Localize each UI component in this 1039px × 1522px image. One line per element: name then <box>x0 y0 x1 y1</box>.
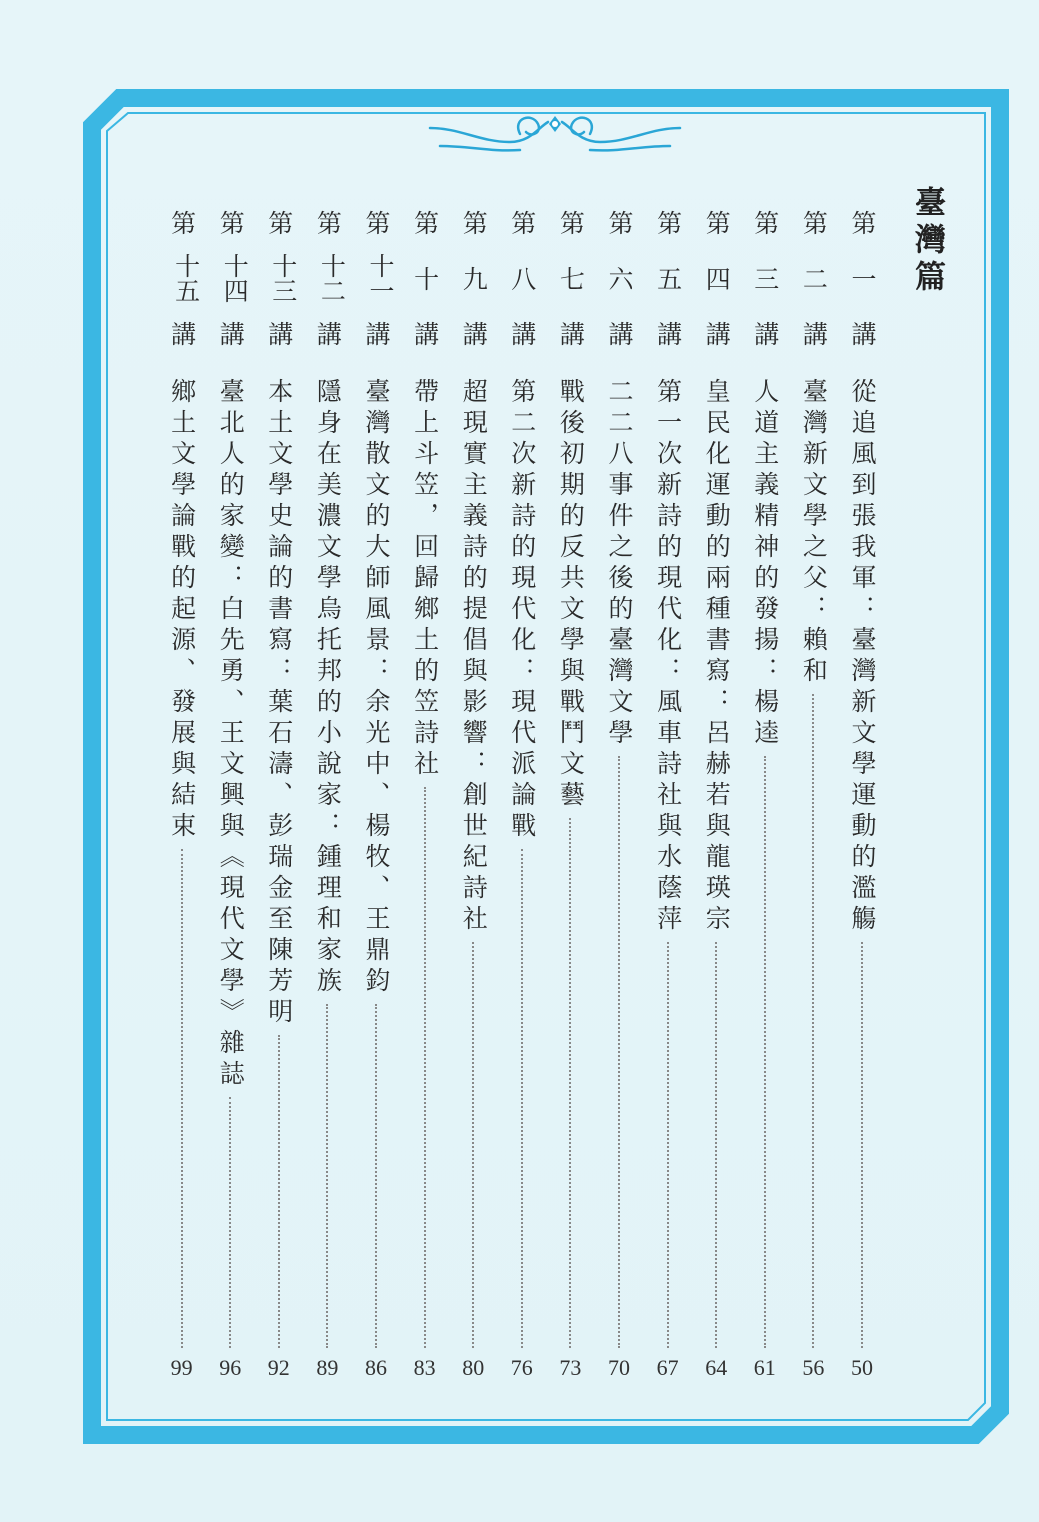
page-number: 83 <box>413 1355 436 1380</box>
lecture-prefix: 第 <box>507 210 537 235</box>
entry-title: 臺灣新文學之父：賴和 <box>799 378 829 688</box>
lecture-number <box>453 210 493 346</box>
lecture-suffix: 講 <box>605 321 634 346</box>
lecture-suffix: 講 <box>507 321 537 346</box>
lecture-number <box>599 210 639 346</box>
lecture-numeral: 十五 <box>171 253 201 303</box>
toc-entry[interactable] <box>405 210 445 1380</box>
section-title: 臺灣篇 <box>909 186 945 297</box>
lecture-numeral: 二 <box>799 265 829 291</box>
toc-entry[interactable] <box>210 210 250 1380</box>
lecture-number <box>259 210 299 346</box>
page-number: 99 <box>170 1355 193 1380</box>
lecture-suffix: 講 <box>410 321 440 346</box>
lecture-numeral: 四 <box>702 265 732 291</box>
lecture-numeral: 十 <box>410 265 440 291</box>
toc-entry[interactable] <box>162 210 202 1380</box>
dot-leader <box>472 942 474 1348</box>
dot-leader <box>229 1097 231 1348</box>
entry-title: 二二八事件之後的臺灣文學 <box>605 378 634 750</box>
lecture-prefix: 第 <box>167 210 197 235</box>
dot-leader <box>715 942 717 1348</box>
entry-title: 第一次新詩的現代化：風車詩社與水蔭萍 <box>653 378 683 936</box>
dot-leader <box>861 942 863 1348</box>
lecture-suffix: 講 <box>848 321 877 346</box>
dot-leader <box>569 818 571 1348</box>
toc-entry[interactable] <box>502 210 542 1380</box>
dot-leader <box>812 694 814 1348</box>
entry-title: 超現實主義詩的提倡與影響：創世紀詩社 <box>459 378 489 936</box>
entry-title: 本土文學史論的書寫：葉石濤、彭瑞金至陳芳明 <box>264 378 294 1029</box>
lecture-number <box>842 210 882 346</box>
lecture-number <box>793 210 833 346</box>
lecture-numeral: 六 <box>605 265 634 291</box>
lecture-number <box>210 210 250 346</box>
entry-title: 第二次新詩的現代化：現代派論戰 <box>507 378 537 843</box>
lecture-number <box>356 210 396 346</box>
toc-entry[interactable] <box>696 210 736 1380</box>
lecture-suffix: 講 <box>750 321 780 346</box>
toc-entry[interactable] <box>453 210 493 1380</box>
entry-title: 隱身在美濃文學烏托邦的小說家：鍾理和家族 <box>313 378 343 998</box>
page-number: 92 <box>267 1355 290 1380</box>
entry-title: 鄉土文學論戰的起源、發展與結束 <box>167 378 197 843</box>
toc-entry[interactable] <box>842 210 882 1380</box>
toc-entry[interactable] <box>599 210 639 1380</box>
toc-entry[interactable] <box>793 210 833 1380</box>
lecture-numeral: 十一 <box>366 253 395 303</box>
lecture-numeral: 八 <box>507 265 537 291</box>
lecture-prefix: 第 <box>362 210 391 235</box>
lecture-number <box>696 210 736 346</box>
lecture-number <box>502 210 542 346</box>
lecture-number <box>550 210 590 346</box>
toc-entry[interactable] <box>356 210 396 1380</box>
lecture-number <box>648 210 688 346</box>
lecture-number <box>162 210 202 346</box>
lecture-numeral: 五 <box>653 265 683 291</box>
lecture-prefix: 第 <box>216 210 246 235</box>
page-number: 76 <box>510 1355 533 1380</box>
lecture-suffix: 講 <box>653 321 683 346</box>
dot-leader <box>375 1004 377 1348</box>
lecture-suffix: 講 <box>216 321 246 346</box>
dot-leader <box>278 1035 280 1348</box>
page-number: 56 <box>802 1355 825 1380</box>
lecture-numeral: 一 <box>848 265 877 291</box>
dot-leader <box>181 849 183 1348</box>
lecture-prefix: 第 <box>605 210 634 235</box>
page-number: 64 <box>705 1355 728 1380</box>
lecture-prefix: 第 <box>702 210 732 235</box>
lecture-prefix: 第 <box>410 210 440 235</box>
toc-entry[interactable] <box>648 210 688 1380</box>
lecture-numeral: 十四 <box>220 253 250 303</box>
lecture-prefix: 第 <box>750 210 780 235</box>
lecture-suffix: 講 <box>556 321 586 346</box>
lecture-prefix: 第 <box>556 210 586 235</box>
dot-leader <box>521 849 523 1348</box>
toc-entry[interactable] <box>745 210 785 1380</box>
entry-title: 臺灣散文的大師風景：余光中、楊牧、王鼎鈞 <box>362 378 391 998</box>
entry-title: 皇民化運動的兩種書寫：呂赫若與龍瑛宗 <box>702 378 732 936</box>
lecture-numeral: 九 <box>459 265 489 291</box>
lecture-suffix: 講 <box>167 321 197 346</box>
entry-title: 臺北人的家變：白先勇、王文興與《現代文學》雜誌 <box>216 378 246 1091</box>
lecture-number <box>745 210 785 346</box>
lecture-suffix: 講 <box>459 321 489 346</box>
lecture-prefix: 第 <box>264 210 294 235</box>
lecture-numeral: 十三 <box>268 253 298 303</box>
page-number: 73 <box>559 1355 582 1380</box>
page-number: 50 <box>851 1355 873 1380</box>
lecture-prefix: 第 <box>313 210 343 235</box>
toc-entry[interactable] <box>259 210 299 1380</box>
lecture-number <box>307 210 347 346</box>
lecture-prefix: 第 <box>653 210 683 235</box>
page-number: 61 <box>753 1355 776 1380</box>
lecture-number <box>405 210 445 346</box>
entry-title: 戰後初期的反共文學與戰鬥文藝 <box>556 378 586 812</box>
dot-leader <box>326 1004 328 1348</box>
entry-title: 人道主義精神的發揚：楊逵 <box>750 378 780 750</box>
lecture-suffix: 講 <box>702 321 732 346</box>
dot-leader <box>667 942 669 1348</box>
page-number: 70 <box>608 1355 630 1380</box>
dot-leader <box>618 756 620 1348</box>
lecture-prefix: 第 <box>848 210 877 235</box>
lecture-suffix: 講 <box>264 321 294 346</box>
page-number: 86 <box>365 1355 387 1380</box>
lecture-numeral: 三 <box>750 265 780 291</box>
toc-entry[interactable] <box>307 210 347 1380</box>
lecture-prefix: 第 <box>459 210 489 235</box>
lecture-suffix: 講 <box>362 321 391 346</box>
lecture-numeral: 十二 <box>317 253 347 303</box>
page-number: 89 <box>316 1355 339 1380</box>
dot-leader <box>424 787 426 1348</box>
entry-title: 從追風到張我軍：臺灣新文學運動的濫觴 <box>848 378 877 936</box>
page-number: 96 <box>219 1355 242 1380</box>
page-number: 67 <box>656 1355 679 1380</box>
lecture-prefix: 第 <box>799 210 829 235</box>
lecture-suffix: 講 <box>799 321 829 346</box>
dot-leader <box>764 756 766 1348</box>
page-number: 80 <box>462 1355 485 1380</box>
lecture-suffix: 講 <box>313 321 343 346</box>
lecture-numeral: 七 <box>556 265 586 291</box>
entry-title: 帶上斗笠，回歸鄉土的笠詩社 <box>410 378 440 781</box>
toc-entry[interactable] <box>550 210 590 1380</box>
